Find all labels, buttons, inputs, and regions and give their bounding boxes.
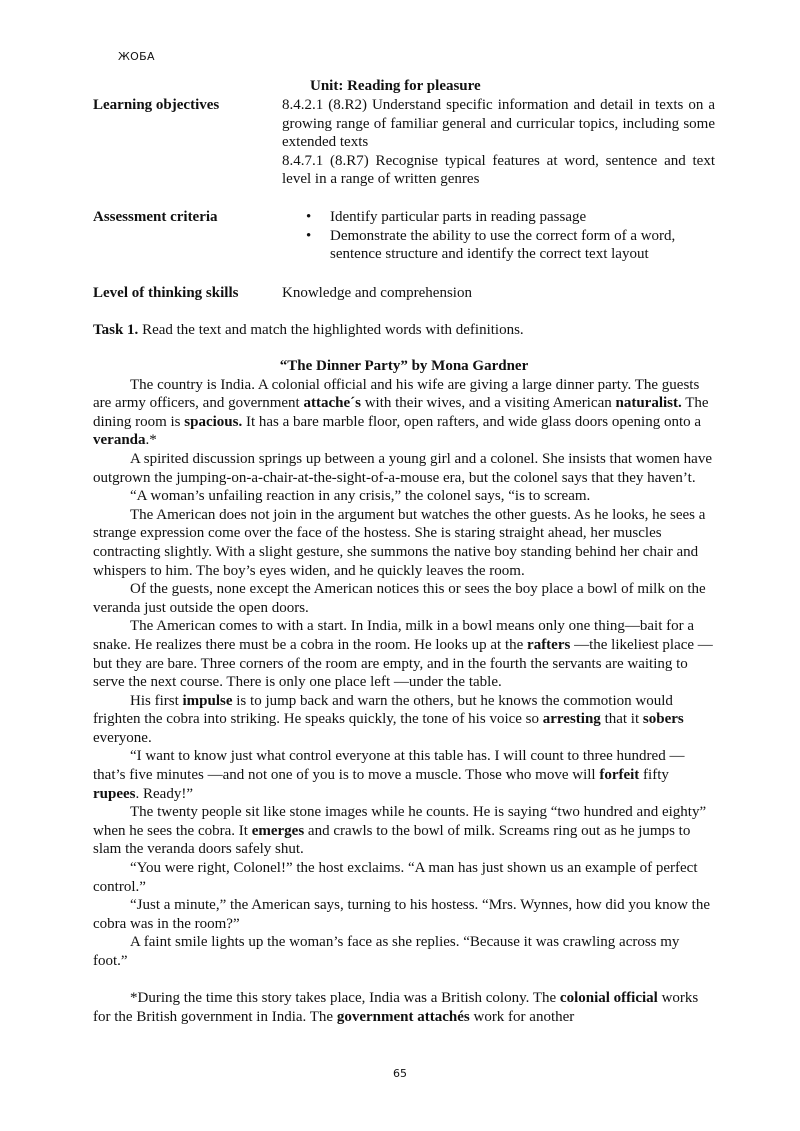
highlighted-word: rafters	[527, 636, 571, 653]
thinking-skills-label: Level of thinking skills	[93, 285, 239, 301]
highlighted-word: naturalist.	[615, 395, 682, 412]
highlighted-term: government attachés	[336, 1008, 470, 1025]
story-paragraph: The twenty people sit like stone images while he counts. He is saying “two hundred and eighty” when he sees the cobra. It emerges and crawls to the bowl of milk. Screams ring out as he jumps to slam the veranda doors safely shut.	[93, 804, 707, 858]
highlighted-word: forfeit	[599, 767, 640, 784]
objective-item: 8.4.2.1 (8.R2) Understand specific information and detail in texts on a growing range of familiar general and curricular topics, including some extended texts	[282, 97, 715, 151]
task-label: Task 1.	[93, 322, 139, 338]
story-paragraph: A faint smile lights up the woman’s face as she replies. “Because it was crawling across my foot.”	[93, 934, 680, 969]
criteria-item: • Identify particular parts in reading passage	[306, 209, 587, 225]
highlighted-word: spacious.	[184, 413, 243, 430]
story-paragraph: “I want to know just what control everyone at this table has. I will count to three hundred — that’s five minutes —and not one of you is to move a muscle. Those who move will forfeit fifty rupees. Ready!”	[93, 748, 685, 802]
criteria-item: • Demonstrate the ability to use the correct form of a word, sentence structure and identify the correct text layout	[306, 227, 676, 263]
learning-objectives-content	[282, 96, 715, 189]
page-number: 65	[393, 1067, 407, 1080]
story-paragraph: The country is India. A colonial official and his wife are giving a large dinner party. The guests are army officers, and government attache´s with their wives, and a visiting American naturalist. The dining room is spacious. It has a bare marble floor, open rafters, and wide glass doors opening onto a veranda.*	[93, 376, 709, 449]
highlighted-word: emerges	[251, 822, 305, 839]
footnote: *During the time this story takes place, India was a British colony. The colonial official works for the British government in India. The government attachés work for another	[93, 990, 699, 1025]
highlighted-word: veranda	[93, 432, 146, 449]
highlighted-word: sobers	[642, 711, 684, 728]
highlighted-word: arresting	[542, 711, 601, 728]
assessment-criteria-label: Assessment criteria	[93, 209, 218, 225]
highlighted-word: impulse	[182, 692, 233, 709]
page-header: ЖОБА	[118, 50, 155, 63]
task-instruction	[93, 321, 715, 340]
story-paragraph: “A woman’s unfailing reaction in any crisis,” the colonel says, “is to scream.	[130, 488, 591, 505]
story-paragraph: A spirited discussion springs up between a young girl and a colonel. She insists that women have outgrown the jumping-on-a-chair-at-the-sight-of-a-mouse era, but the colonel says that they haven’t.	[93, 450, 712, 486]
highlighted-term: colonial official	[559, 990, 658, 1007]
story-paragraph: The American comes to with a start. In India, milk in a bowl means only one thing—bait for a snake. He realizes there must be a cobra in the room. He looks up at the rafters —the likeliest place —but they are bare. Three corners of the room are empty, and in the fourth the servants are waiting to serve the next course. There is only one place left —under the table.	[93, 618, 713, 691]
highlighted-word: rupees	[93, 785, 136, 802]
story-paragraph: “Just a minute,” the American says, turning to his hostess. “Mrs. Wynnes, how did you know the cobra was in the room?”	[93, 897, 710, 932]
learning-objectives-label: Learning objectives	[93, 97, 220, 113]
story-text	[93, 357, 715, 1026]
highlighted-word: attache´s	[303, 395, 361, 412]
story-title: “The Dinner Party” by Mona Gardner	[279, 358, 529, 374]
thinking-skills-value: Knowledge and comprehension	[282, 285, 472, 301]
story-paragraph: His first impulse is to jump back and warn the others, but he knows the commotion would frighten the cobra into striking. He speaks quickly, the tone of his voice so arresting that it sobers everyone.	[93, 692, 684, 746]
story-paragraph: Of the guests, none except the American notices this or sees the boy place a bowl of milk on the veranda just outside the open doors.	[93, 581, 706, 616]
objective-item: 8.4.7.1 (8.R7) Recognise typical features at word, sentence and text level in a range of written genres	[282, 152, 715, 188]
task-text: Read the text and match the highlighted words with definitions.	[138, 322, 524, 338]
assessment-criteria-content	[282, 208, 715, 264]
bullet-icon: •	[306, 227, 312, 244]
story-paragraph: The American does not join in the argument but watches the other guests. As he looks, he sees a strange expression come over the face of the hostess. She is staring straight ahead, her muscles contracting slightly. With a slight gesture, she summons the native boy standing behind her chair and whispers to him. The boy’s eyes widen, and he quickly leaves the room.	[93, 506, 706, 579]
story-paragraph: “You were right, Colonel!” the host exclaims. “A man has just shown us an example of perfect control.”	[93, 860, 698, 895]
unit-title: Unit: Reading for pleasure	[310, 78, 481, 94]
bullet-icon: •	[306, 209, 312, 225]
